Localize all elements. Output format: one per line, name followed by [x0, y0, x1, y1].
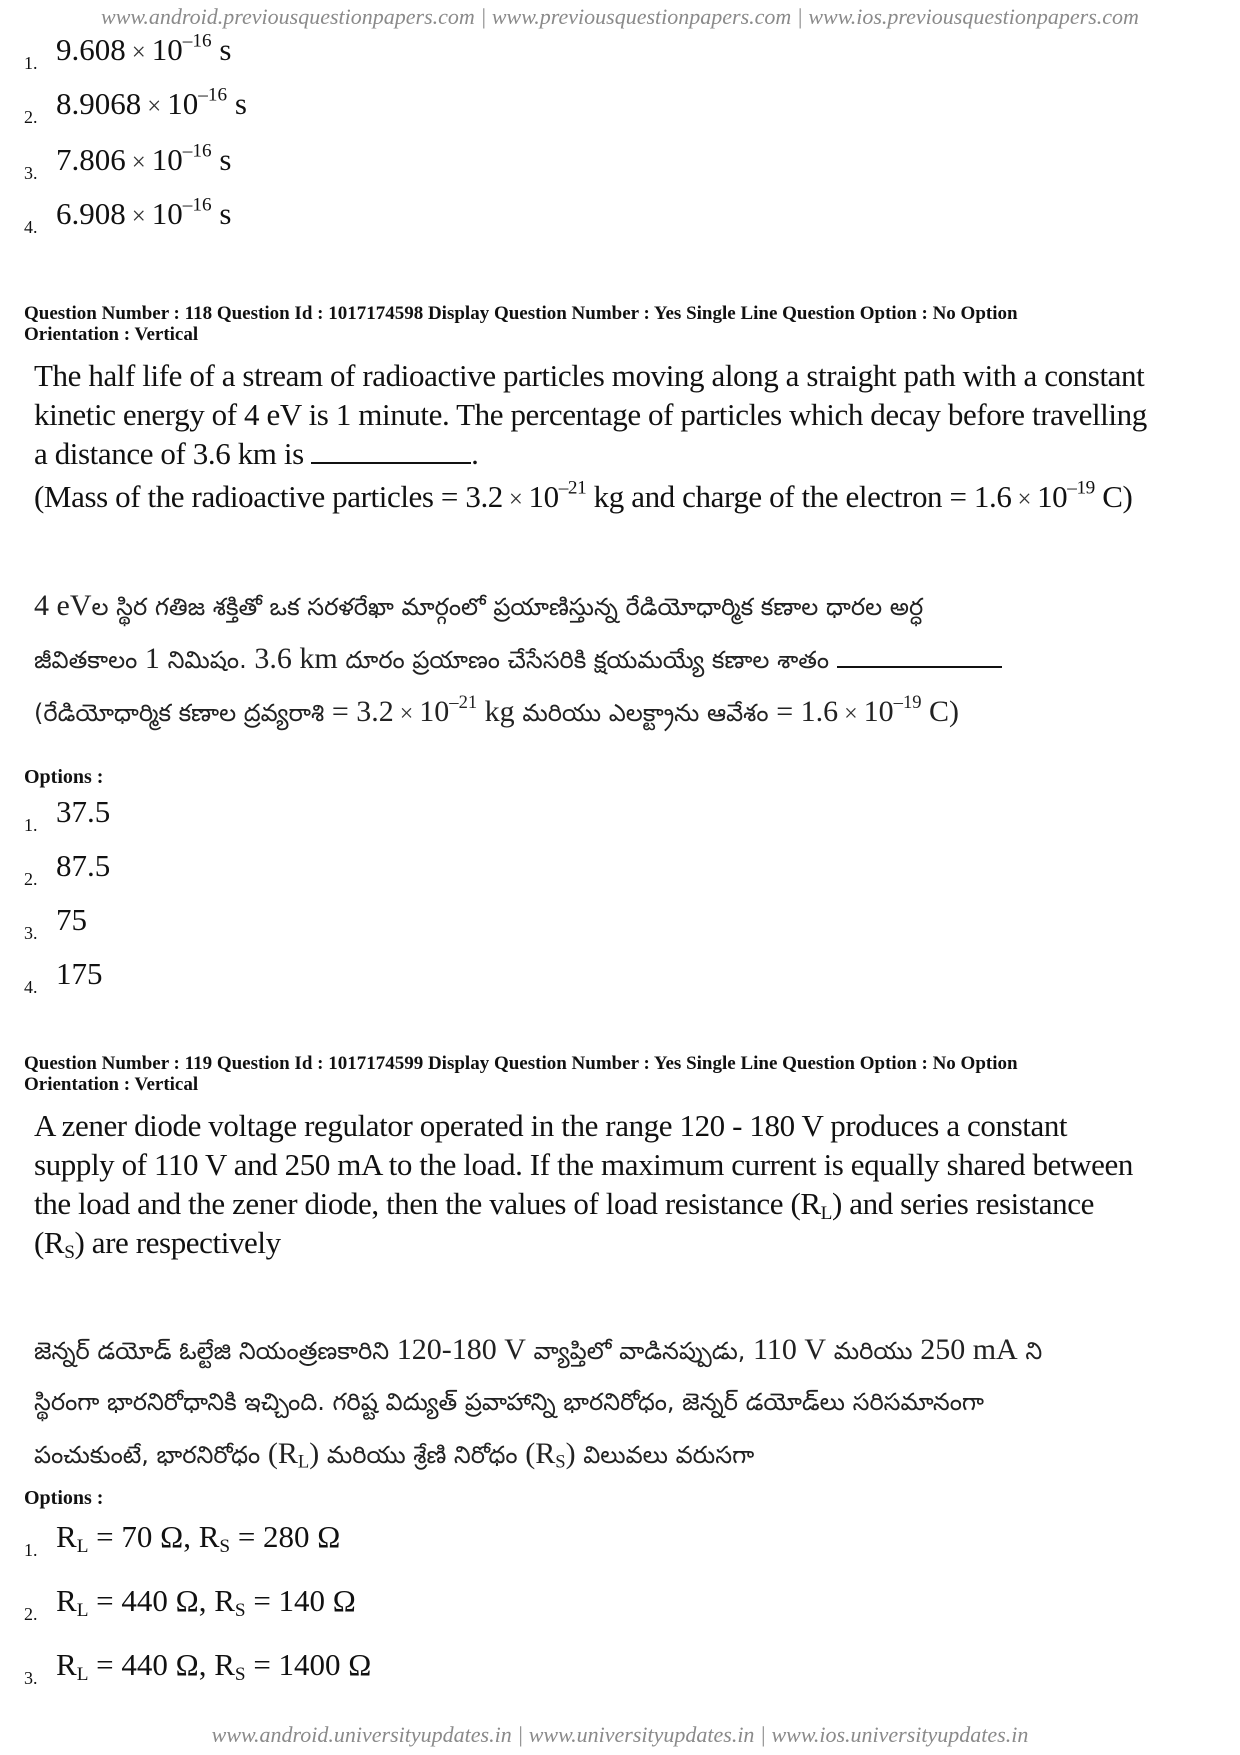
option-number: 2. — [24, 107, 38, 127]
answer-blank — [837, 642, 1002, 668]
question-119-english: A zener diode voltage regulator operated in the range 120 - 180 V produces a constant supply of 110 V and 250 mA to the load. If the maximum current is equally shared between the load and the zener diode, then the values of load resistance $(R_L)$ and series resistance $(R_S)$ are respectively — [34, 1108, 1133, 1263]
option-value: $6.908 \times 10^{-16}$ s — [56, 194, 232, 231]
option-number: 1. — [24, 53, 38, 73]
option-number: 4. — [24, 217, 38, 237]
option-value: 87.5 — [56, 848, 111, 883]
option-number: 2. — [24, 869, 38, 889]
option-number: 2. — [24, 1604, 38, 1624]
question-119-telugu: జెన్నర్ డయోడ్ ఓల్టేజి నియంత్రణకారిని 120-180 V వ్యాప్తిలో వాడినప్పుడు, 110 V మరియు 250 mA ని స్థిరంగా భారనిరోధానికి ఇచ్చింది. గరిష్ట విద్యుత్ ప్రవాహాన్ని భారనిరోధం, జెన్నర్ డయోడ్‌లు సరిసమానంగా పంచుకుంటే, భారనిరోధం $(R_L)$ మరియు శ్రేణి నిరోధం $(R_S)$ విలువలు వరుసగా — [34, 1333, 1043, 1473]
option-value: $R_L = 440$ Ω, $R_S = 1400$ Ω — [56, 1647, 372, 1685]
option-value: $9.608 \times 10^{-16}$ s — [56, 30, 232, 67]
header-watermark: www.android.previousquestionpapers.com | www.previousquestionpapers.com | www.ios.previousquestionpapers.com — [101, 4, 1139, 29]
question-118-english: The half life of a stream of radioactive particles moving along a straight path with a constant kinetic energy of 4 eV is 1 minute. The percentage of particles which decay before travelling a distance of 3.6 km is . (Mass of the radioactive particles = $3.2 \times 10^{-21}$ kg and charge of the electron = $1.6 \times 10^{-19}$ C) — [34, 358, 1147, 514]
option-number: 3. — [24, 1668, 38, 1688]
options-label: Options : — [24, 1487, 104, 1509]
option-value: $R_L = 70$ Ω, $R_S = 280$ Ω — [56, 1519, 341, 1557]
option-value: 37.5 — [56, 794, 111, 829]
question-118-telugu: 4 eVల స్థిర గతిజ శక్తితో ఒక సరళరేఖా మార్గంలో ప్రయాణిస్తున్న రేడియోధార్మిక కణాల ధారల అర్ధ జీవితకాలం 1 నిమిషం. 3.6 km దూరం ప్రయాణం చేసేసరికి క్షయమయ్యే కణాల శాతం (రేడియోధార్మిక కణాల ద్రవ్యరాశి = $3.2 \times 10^{-21}$ kg మరియు ఎలక్ట్రాను ఆవేశం = $1.6 \times 10^{-19}$ C) — [34, 580, 1214, 740]
option-value: 75 — [56, 902, 87, 937]
question-119-meta: Question Number : 119 Question Id : 1017174599 Display Question Number : Yes Single Line Question Option : No Option Orientation : Vertical — [24, 1053, 1018, 1095]
option-number: 3. — [24, 163, 38, 183]
option-value: $R_L = 440$ Ω, $R_S = 140$ Ω — [56, 1583, 356, 1621]
options-label: Options : — [24, 766, 104, 788]
option-number: 3. — [24, 923, 38, 943]
option-number: 1. — [24, 815, 38, 835]
footer-watermark: www.android.universityupdates.in | www.universityupdates.in | www.ios.universityupdates.in — [211, 1722, 1029, 1747]
option-value: $8.9068 \times 10^{-16}$ s — [56, 84, 247, 121]
question-118-meta: Question Number : 118 Question Id : 1017174598 Display Question Number : Yes Single Line Question Option : No Option Orientation : Vertical — [24, 303, 1018, 345]
option-value: $7.806 \times 10^{-16}$ s — [56, 140, 232, 177]
answer-blank — [311, 438, 471, 464]
option-number: 4. — [24, 977, 38, 997]
option-number: 1. — [24, 1540, 38, 1560]
option-value: 175 — [56, 956, 103, 991]
